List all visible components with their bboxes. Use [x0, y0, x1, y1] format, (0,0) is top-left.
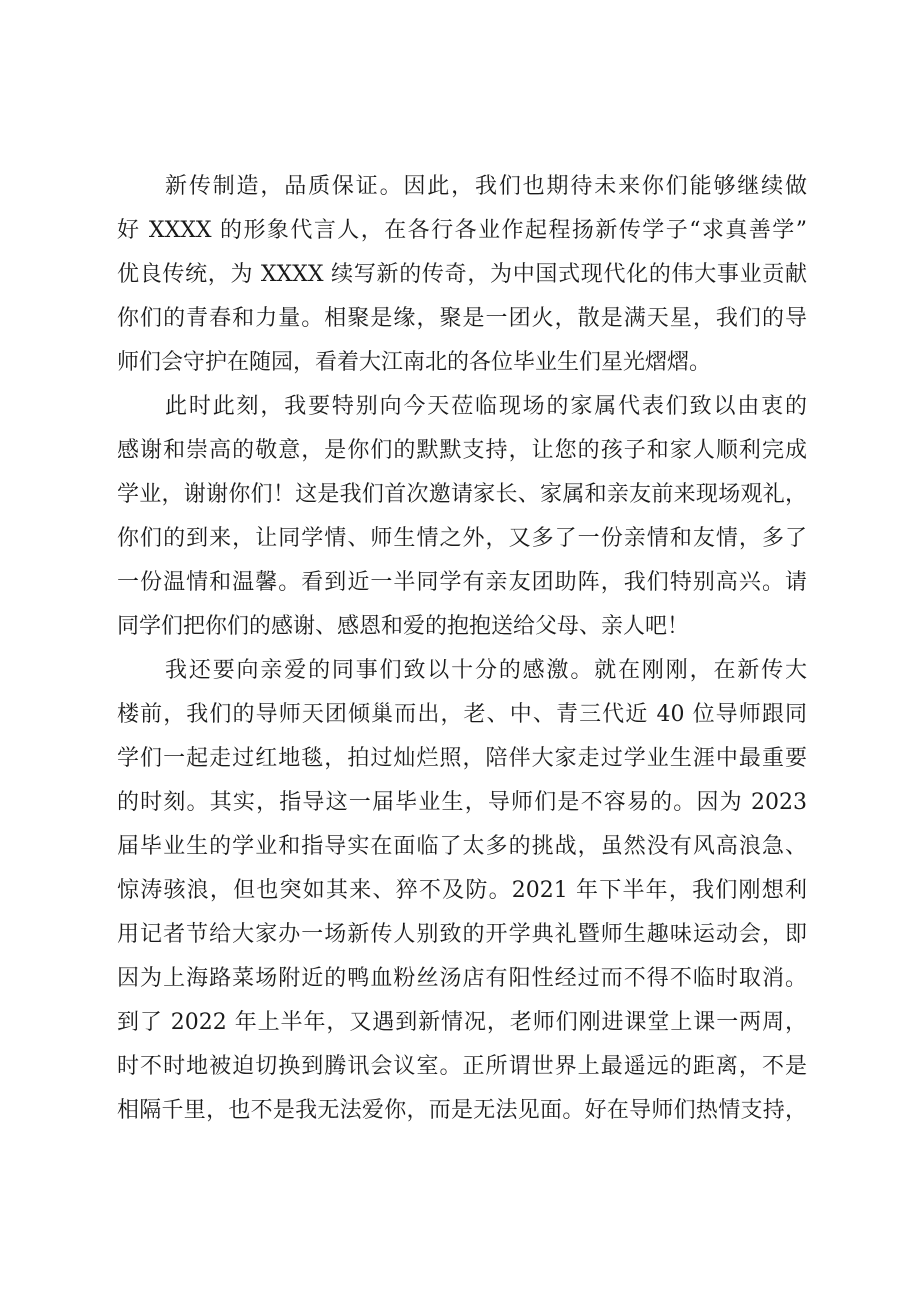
text-line: 优良传统，为 XXXX 续写新的传奇，为中国式现代化的伟大事业贡献: [117, 262, 807, 287]
text-line: 的时刻。其实，指导这一届毕业生，导师们是不容易的。因为 2023: [117, 790, 807, 815]
text-line: 我还要向亲爱的同事们致以十分的感激。就在刚刚，在新传大: [165, 658, 807, 683]
text-line: 好 XXXX 的形象代言人，在各行各业作起程扬新传学子“求真善学”: [117, 218, 807, 243]
text-line: 时不时地被迫切换到腾讯会议室。正所谓世界上最遥远的距离，不是: [117, 1054, 807, 1079]
paragraph: [117, 165, 807, 385]
text-line: 相隔千里，也不是我无法爱你，而是无法见面。好在导师们热情支持，: [117, 1098, 807, 1123]
text-line: 到了 2022 年上半年，又遇到新情况，老师们刚进课堂上课一两周，: [117, 1010, 807, 1035]
text-line: 学业，谢谢你们！这是我们首次邀请家长、家属和亲友前来现场观礼，: [117, 482, 807, 507]
text-line: 感谢和崇高的敬意，是你们的默默支持，让您的孩子和家人顺利完成: [117, 438, 807, 463]
text-line: 届毕业生的学业和指导实在面临了太多的挑战，虽然没有风高浪急、: [117, 834, 807, 859]
text-line: 楼前，我们的导师天团倾巢而出，老、中、青三代近 40 位导师跟同: [117, 702, 807, 727]
text-line: 惊涛骇浪，但也突如其来、猝不及防。2021 年下半年，我们刚想利: [117, 878, 807, 903]
text-line: 你们的青春和力量。相聚是缘，聚是一团火，散是满天星，我们的导: [117, 306, 807, 331]
text-line: 新传制造，品质保证。因此，我们也期待未来你们能够继续做: [165, 174, 807, 199]
text-line: 用记者节给大家办一场新传人别致的开学典礼暨师生趣味运动会，即: [117, 922, 807, 947]
text-line: 此时此刻，我要特别向今天莅临现场的家属代表们致以由衷的: [165, 394, 807, 419]
text-line: 因为上海路菜场附近的鸭血粉丝汤店有阳性经过而不得不临时取消。: [117, 966, 807, 991]
paragraph: [117, 385, 807, 649]
paragraph: [117, 649, 807, 1133]
text-line: 学们一起走过红地毯，拍过灿烂照，陪伴大家走过学业生涯中最重要: [117, 746, 807, 771]
text-line: 师们会守护在随园，看着大江南北的各位毕业生们星光熠熠。: [117, 350, 712, 375]
text-line: 同学们把你们的感谢、感恩和爱的抱抱送给父母、亲人吧！: [117, 614, 690, 639]
text-line: 一份温情和温馨。看到近一半同学有亲友团助阵，我们特别高兴。请: [117, 570, 807, 595]
text-line: 你们的到来，让同学情、师生情之外，又多了一份亲情和友情，多了: [117, 526, 807, 551]
document-body: [117, 165, 807, 1133]
